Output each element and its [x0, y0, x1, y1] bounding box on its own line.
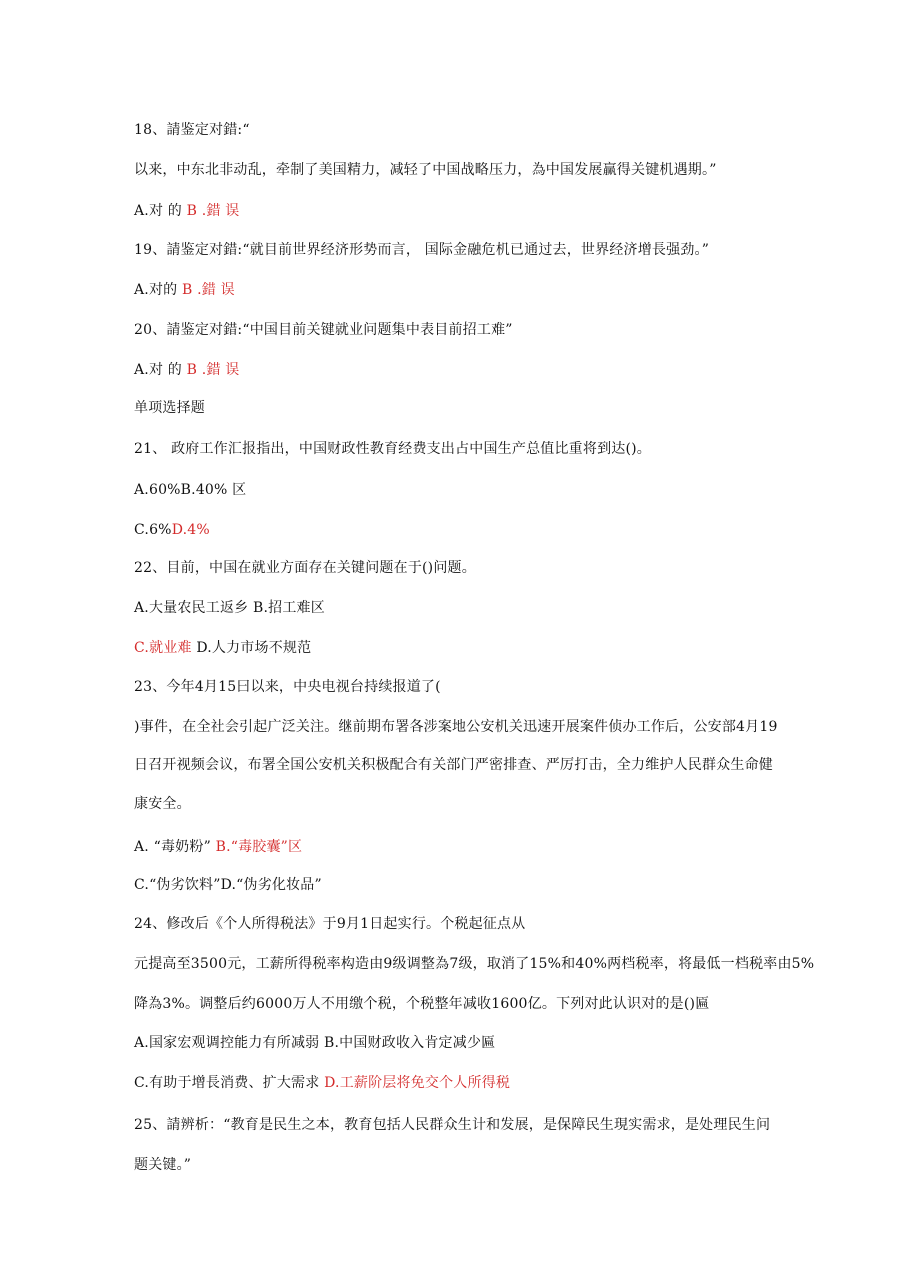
text-line — [134, 280, 235, 300]
text-line — [134, 398, 205, 418]
text-line — [134, 1033, 495, 1053]
text-segment: A.国家宏观调控能力有所减弱 B.中国财政收入肯定减少匾 — [134, 1035, 496, 1051]
answer-highlight: B .錯 误 — [182, 282, 235, 298]
text-line — [134, 1155, 191, 1175]
text-line — [134, 360, 240, 380]
text-line — [134, 875, 322, 895]
text-segment: 降為3%。调整后约6000万人不用缴个税，个税整年减收1600亿。下列对此认识对的是()匾 — [134, 996, 710, 1012]
text-line — [134, 240, 709, 260]
answer-highlight: D.工薪阶层将免交个人所得税 — [324, 1075, 511, 1091]
text-segment: A.60%B.40% 区 — [134, 482, 247, 498]
text-segment: C.有助于增長消费、扩大需求 — [134, 1075, 325, 1091]
text-line — [134, 837, 302, 857]
text-line — [134, 755, 773, 775]
text-line — [134, 994, 709, 1014]
answer-highlight: B .錯 误 — [186, 203, 240, 219]
text-line — [134, 480, 246, 500]
text-line — [134, 201, 240, 221]
text-segment: 以来，中东北非动乱，牵制了美国精力，减轻了中国战略压力，為中国发展赢得关键机遇期。” — [134, 162, 717, 178]
text-segment: 题关键。” — [134, 1157, 192, 1173]
text-segment: 日召开视频会议，布署全国公安机关积极配合有关部门严密排查、严厉打击，全力维护人民群众生命健 — [134, 757, 773, 773]
text-line — [134, 520, 210, 540]
answer-highlight: D.4% — [171, 522, 210, 538]
text-segment: 19、請鉴定对錯:“就目前世界经济形势而言， 国际金融危机已通过去，世界经济增長强劲。” — [134, 242, 710, 258]
text-line — [134, 320, 513, 340]
text-segment: 22、目前，中国在就业方面存在关键问题在于()问题。 — [134, 560, 476, 576]
text-line — [134, 794, 191, 814]
answer-highlight: C.就业难 — [134, 640, 192, 656]
text-segment: D.人力市场不规范 — [191, 640, 312, 656]
text-segment: 21、 政府工作汇报指出，中国财政性教育经费支出占中国生产总值比重将到达()。 — [134, 441, 651, 457]
text-segment: )事件，在全社会引起广泛关注。继前期布署各涉案地公安机关迅速开展案件侦办工作后，公安部4月19 — [134, 719, 778, 735]
text-segment: 18、請鉴定对錯:“ — [134, 122, 250, 138]
text-segment: A.对的 — [134, 282, 183, 298]
text-line — [134, 677, 441, 697]
text-segment: 康安全。 — [134, 796, 191, 812]
text-segment: C.“伪劣饮料”D.“伪劣化妆品” — [134, 877, 322, 893]
text-line — [134, 954, 814, 974]
text-segment: 单项选择题 — [134, 400, 205, 416]
text-line — [134, 558, 476, 578]
answer-highlight: B .錯 误 — [186, 362, 240, 378]
text-line — [134, 1115, 770, 1135]
text-segment: C.6% — [134, 522, 172, 538]
text-line — [134, 439, 651, 459]
text-segment: A.对 的 — [134, 203, 187, 219]
text-segment: A. “毒奶粉” — [134, 839, 216, 855]
text-line — [134, 160, 717, 180]
text-segment: 元提高至3500元，工薪所得税率构造由9级调整為7级，取消了15%和40%两档税率，将最低一档税率由5% — [134, 956, 815, 972]
text-line — [134, 717, 778, 737]
text-segment: 20、請鉴定对錯:“中国目前关键就业问题集中表目前招工难” — [134, 322, 513, 338]
text-line — [134, 120, 250, 140]
text-segment: A.对 的 — [134, 362, 187, 378]
text-line — [134, 914, 525, 934]
answer-highlight: B.“毒胶囊”区 — [215, 839, 303, 855]
text-segment: A.大量农民工返乡 B.招工难区 — [134, 600, 325, 616]
text-segment: 23、今年4月15曰以来，中央电视台持续报道了( — [134, 679, 441, 695]
text-line — [134, 1073, 510, 1093]
text-segment: 24、修改后《个人所得税法》于9月1日起实行。个税起征点从 — [134, 916, 526, 932]
text-line — [134, 598, 325, 618]
text-line — [134, 638, 311, 658]
text-segment: 25、請辨析：“教育是民生之本，教育包括人民群众生计和发展，是保障民生現实需求，是处理民生问 — [134, 1117, 771, 1133]
